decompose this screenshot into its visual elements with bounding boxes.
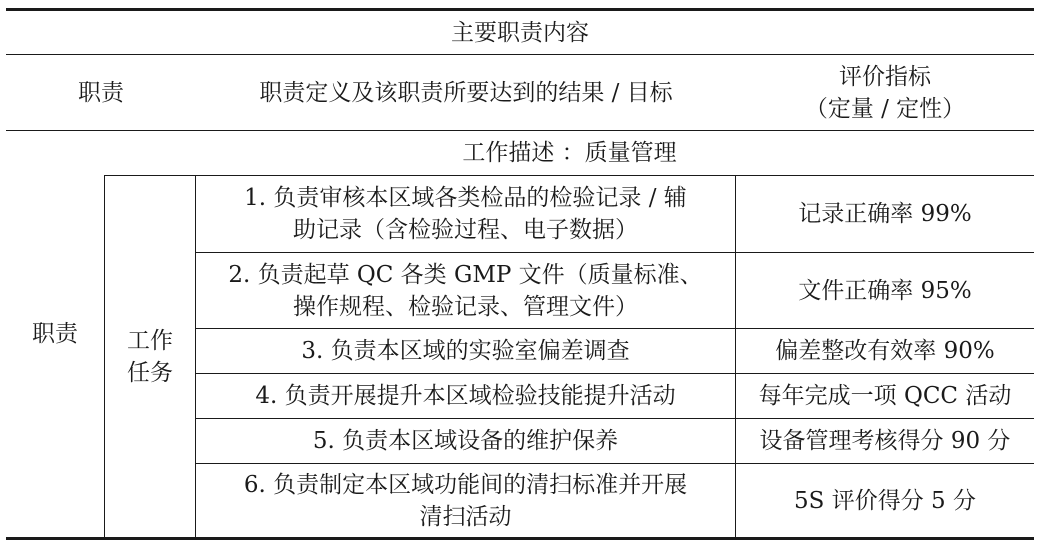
metric-cell: 每年完成一项 QCC 活动: [758, 383, 1012, 409]
work-description: 工作描述 ：质量管理: [462, 140, 677, 166]
metric-cell: 文件正确率 95%: [798, 277, 972, 304]
table-title: 主要职责内容: [451, 19, 589, 46]
row-group-label: 职责: [32, 321, 78, 347]
metric-cell: 5S 评价得分 5 分: [794, 487, 976, 514]
task-line2: 助记录（含检验过程、电子数据）: [293, 217, 638, 243]
header-evaluation-line2: （定量 / 定性）: [804, 95, 966, 122]
header-definition: 职责定义及该职责所要达到的结果 / 目标: [259, 79, 673, 106]
task-line2: 清扫活动: [419, 503, 512, 530]
task-cell: 3. 负责本区域的实验室偏差调查: [301, 338, 630, 364]
task-cell: [196, 253, 735, 328]
task-cell: [196, 176, 735, 252]
sub-group-label: [105, 176, 195, 537]
metric-cell: 偏差整改有效率 90%: [775, 338, 995, 364]
task-line1: 6. 负责制定本区域功能间的清扫标准并开展: [243, 471, 688, 498]
task-cell: 4. 负责开展提升本区域检验技能提升活动: [255, 383, 676, 409]
metric-cell: 记录正确率 99%: [798, 201, 972, 227]
sub-group-label-line1: 工作: [127, 327, 173, 354]
header-duty: 职责: [78, 79, 124, 106]
header-evaluation-line1: 评价指标: [839, 63, 931, 90]
sub-group-label-line2: 任务: [127, 359, 173, 386]
task-line1: 2. 负责起草 QC 各类 GMP 文件（质量标准、: [228, 261, 703, 288]
table-bottom-rule: [6, 537, 1034, 540]
metric-cell: 设备管理考核得分 90 分: [759, 428, 1011, 454]
task-line1: 1. 负责审核本区域各类检品的检验记录 / 辅: [244, 185, 687, 211]
task-cell: 5. 负责本区域设备的维护保养: [312, 428, 619, 454]
task-line2: 操作规程、检验记录、管理文件）: [293, 293, 638, 320]
task-cell: [196, 464, 735, 537]
header-evaluation: [736, 55, 1034, 130]
